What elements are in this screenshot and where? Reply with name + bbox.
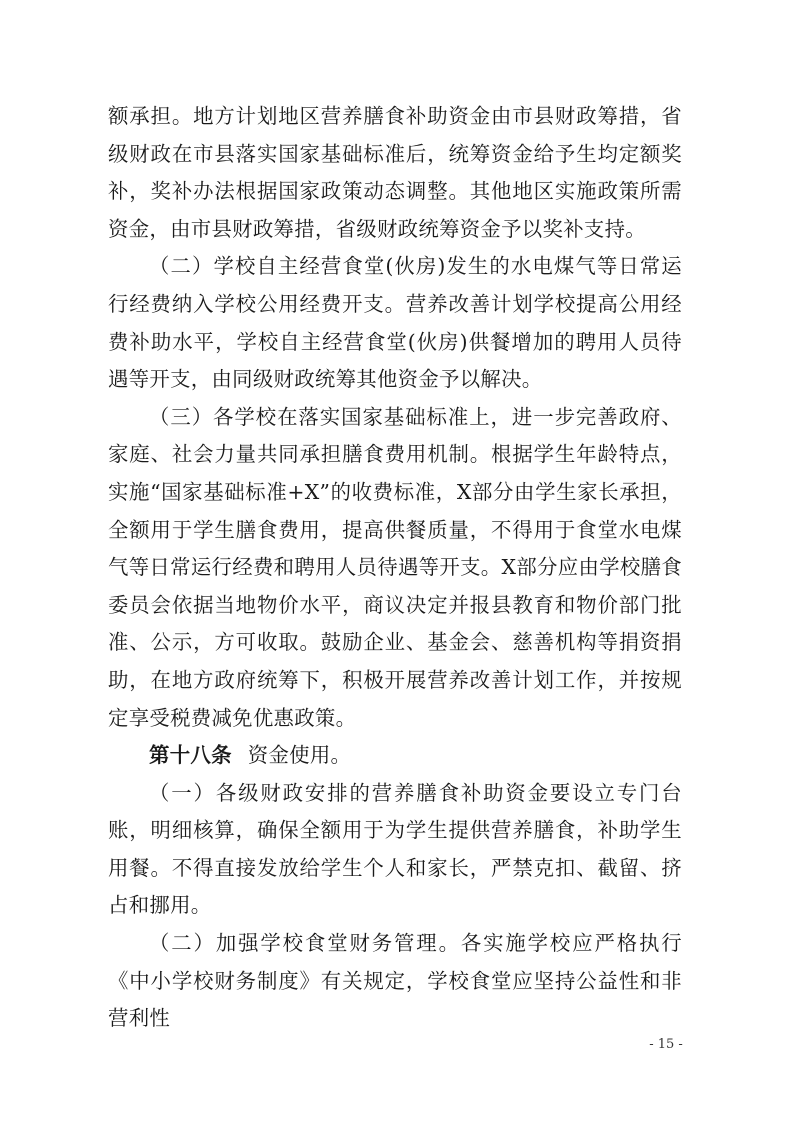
page-body — [108, 98, 682, 1038]
paragraph-section-2: （二）学校自主经营食堂(伙房)发生的水电煤气等日常运行经费纳入学校公用经费开支。营养改善计划学校提高公用经费补助水平，学校自主经营食堂(伙房)供餐增加的聘用人员待遇等开支，由同级财政统筹其他资金予以解决。 — [108, 254, 682, 392]
paragraph-article-18-item-2: （二）加强学校食堂财务管理。各实施学校应严格执行《中小学校财务制度》有关规定，学校食堂应坚持公益性和非营利性 — [108, 931, 682, 1031]
article-number: 第十八条 — [149, 743, 232, 768]
paragraph-continued: 额承担。地方计划地区营养膳食补助资金由市县财政筹措，省级财政在市县落实国家基础标准后，统筹资金给予生均定额奖补，奖补办法根据国家政策动态调整。其他地区实施政策所需资金，由市县财政筹措，省级财政统筹资金予以奖补支持。 — [108, 104, 682, 241]
paragraph-article-18-item-1: （一）各级财政安排的营养膳食补助资金要设立专门台账，明细核算，确保全额用于为学生提供营养膳食，补助学生用餐。不得直接发放给学生个人和家长，严禁克扣、截留、挤占和挪用。 — [108, 780, 682, 918]
paragraph-section-3: （三）各学校在落实国家基础标准上，进一步完善政府、家庭、社会力量共同承担膳食费用机制。根据学生年龄特点，实施“国家基础标准+X”的收费标准，X部分由学生家长承担，全额用于学生膳食费用，提高供餐质量，不得用于食堂水电煤气等日常运行经费和聘用人员待遇等开支。X部分应由学校膳食委员会依据当地物价水平，商议决定并报县教育和物价部门批准、公示，方可收取。鼓励企业、基金会、慈善机构等捐资捐助，在地方政府统筹下，积极开展营养改善计划工作，并按规定享受税费减免优惠政策。 — [108, 404, 682, 730]
article-18-heading-line — [108, 737, 682, 775]
article-title: 资金使用。 — [247, 743, 352, 768]
page-number: - 15 - — [649, 1037, 683, 1052]
